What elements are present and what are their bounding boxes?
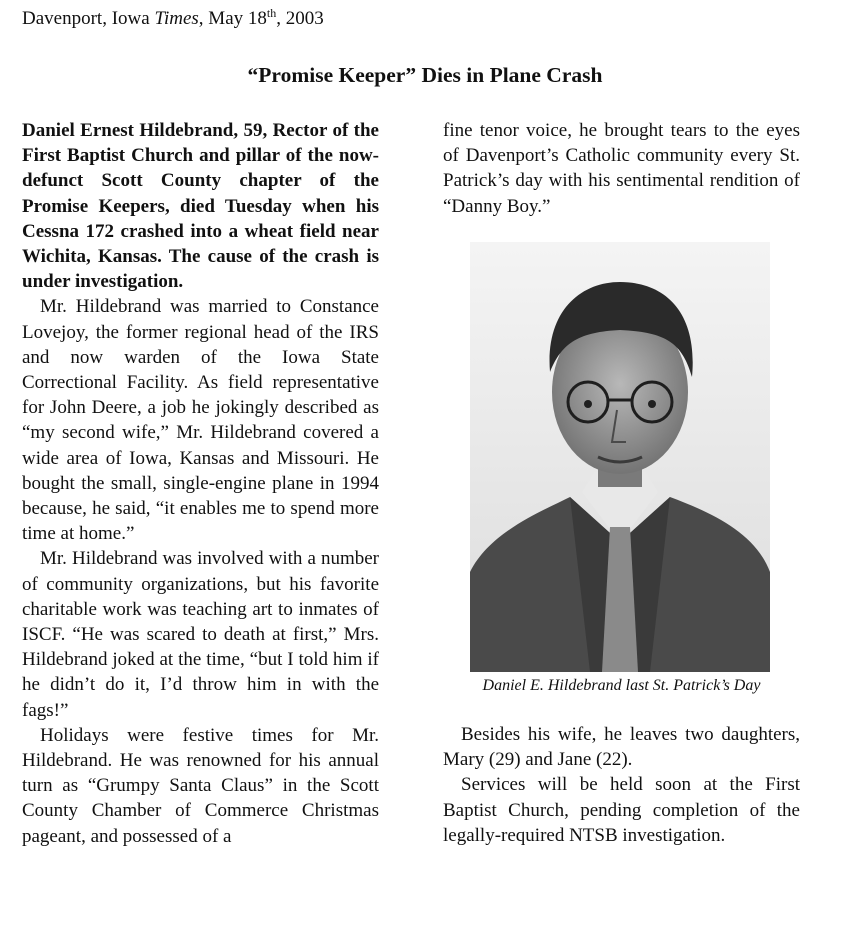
article-paragraph: Holidays were festive times for Mr. Hildebrand. He was renowned for his annual turn as “Grumpy Santa Claus” in the Scott County Chamber of Commerce Christmas pageant, and possessed of a: [22, 724, 379, 847]
dateline-prefix: Davenport, Iowa: [22, 8, 155, 29]
dateline-paper: Times: [154, 8, 199, 29]
dateline-date: , May 18: [198, 8, 267, 29]
article-column-right-bottom: [443, 722, 800, 848]
article-column-right: [443, 118, 800, 219]
headline: “Promise Keeper” Dies in Plane Crash: [247, 63, 603, 87]
article-paragraph: Mr. Hildebrand was married to Constance Lovejoy, the former regional head of the IRS and now warden of the Iowa State Correctional Facility. As field representative for John Deere, a job he jokingly described as “my second wife,” Mr. Hildebrand covered a wide area of Iowa, Kansas and Missouri. He bought the small, single-engine plane in 1994 because, he said, “it enables me to spend more time at home.”: [22, 296, 379, 545]
article-paragraph: Mr. Hildebrand was involved with a number of community organizations, but his favorite charitable work was teaching art to inmates of ISCF. “He was scared to death at first,” Mrs. Hildebrand joked at the time, “but I told him if he didn’t do it, I’d throw him in with the fags!”: [22, 548, 379, 721]
dateline: [22, 6, 324, 32]
dateline-ordinal: th: [266, 6, 277, 20]
article-lead: Daniel Ernest Hildebrand, 59, Rector of the First Baptist Church and pillar of the now-defunct Scott County chapter of the Promise Keepers, died Tuesday when his Cessna 172 crashed into a wheat field near Wichita, Kansas. The cause of the crash is under investigation.: [22, 120, 379, 293]
article-paragraph: Besides his wife, he leaves two daughters, Mary (29) and Jane (22).: [443, 724, 800, 771]
photo-caption: Daniel E. Hildebrand last St. Patrick’s Day: [482, 677, 761, 694]
dateline-year: , 2003: [276, 8, 324, 29]
article-continuation: fine tenor voice, he brought tears to the eyes of Davenport’s Catholic community every St. Patrick’s day with his sentimental rendition of “Danny Boy.”: [443, 120, 800, 217]
portrait-photo: [470, 242, 770, 672]
portrait-illustration: [470, 242, 770, 672]
article-paragraph: Services will be held soon at the First Baptist Church, pending completion of the legally-required NTSB investigation.: [443, 774, 800, 846]
article-column-left: [22, 118, 379, 849]
